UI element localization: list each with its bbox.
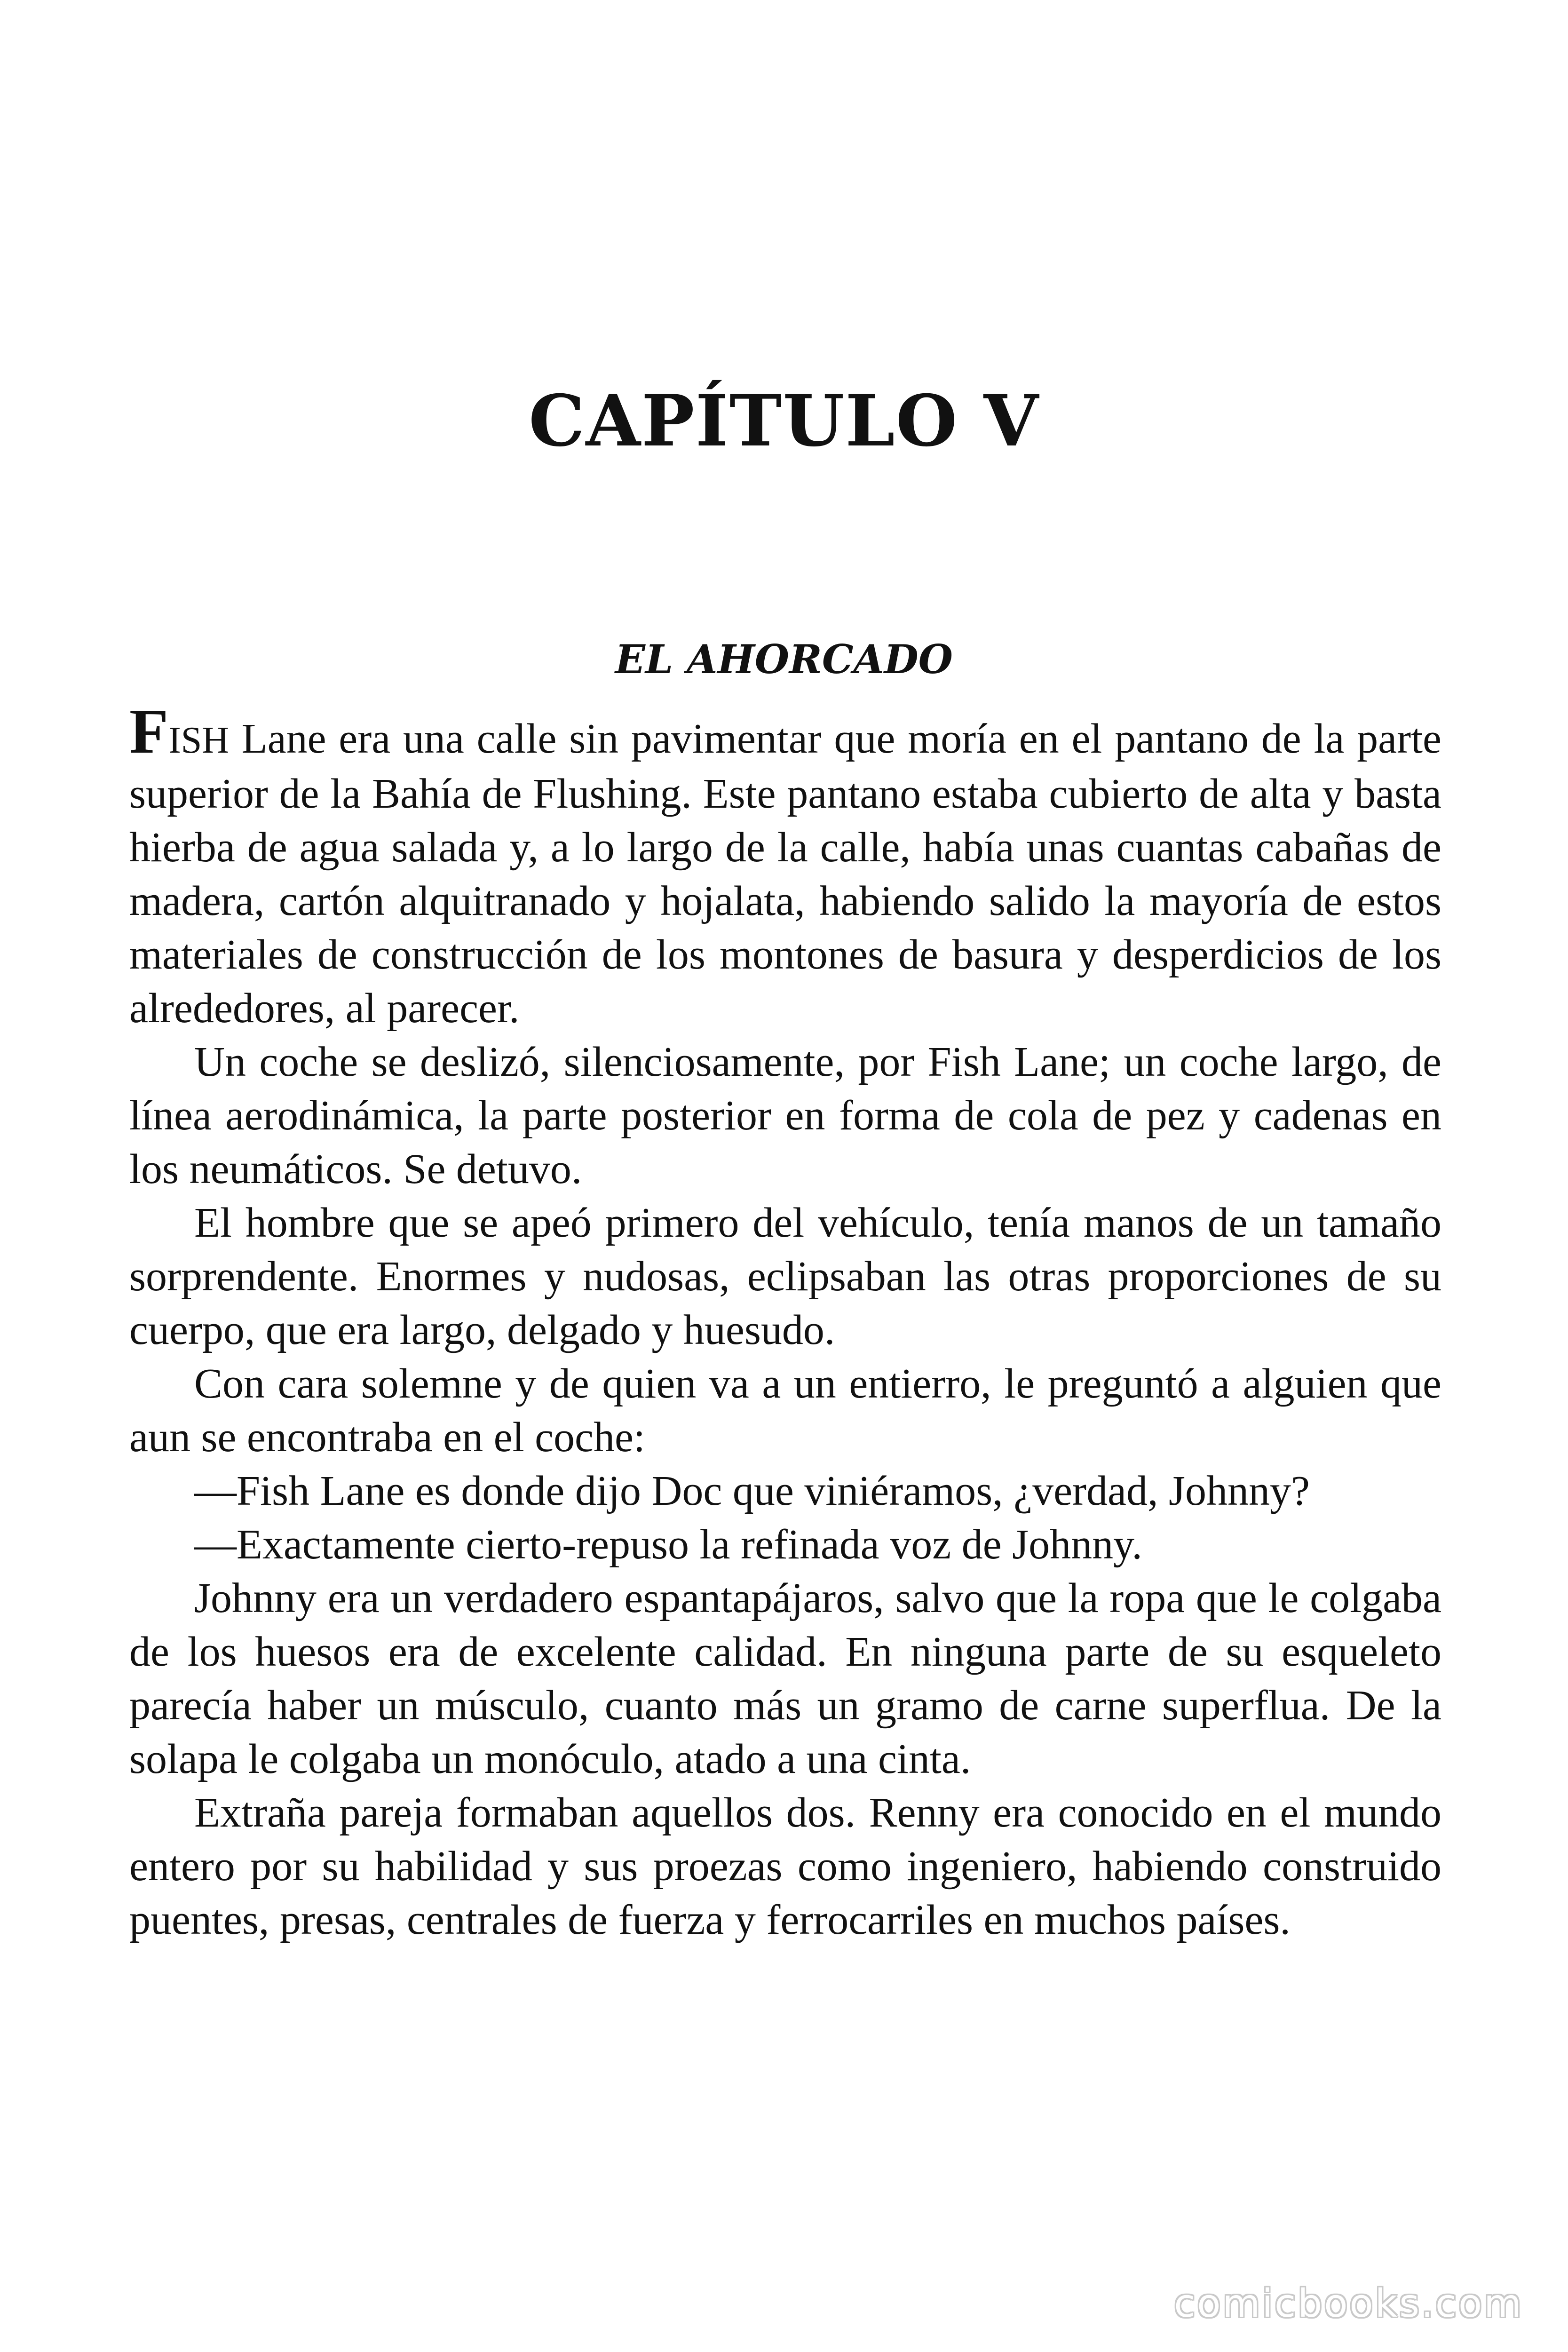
paragraph-1-text: Lane era una calle sin pavimentar que moría en el pantano de la parte superior de la Bahía de Flushing. Este pantano estaba cubierto de alta y basta hierba de agua salada y, a lo largo de la calle, había unas cuantas cabañas de madera, cartón alquitranado y hojalata, habiendo salido la mayoría de estos materiales de construcción de los montones de basura y desperdicios de los alrededores, al parecer. — [129, 715, 1441, 1032]
watermark: comicbooks.com — [1174, 2281, 1523, 2326]
chapter-body — [129, 696, 1441, 1947]
paragraph-7: Johnny era un verdadero espantapájaros, salvo que la ropa que le colgaba de los huesos era de excelente calidad. En ninguna parte de su esqueleto parecía haber un músculo, cuanto más un gramo de carne superflua. De la solapa le colgaba un monóculo, atado a una cinta. — [129, 1575, 1441, 1782]
drop-cap: F — [129, 696, 169, 767]
paragraph-3: El hombre que se apeó primero del vehículo, tenía manos de un tamaño sorprendente. Enormes y nudosas, eclipsaban las otras proporciones de su cuerpo, que era largo, delgado y huesudo. — [129, 1200, 1441, 1353]
chapter-title: CAPÍTULO V — [529, 380, 1039, 462]
paragraph-2: Un coche se deslizó, silenciosamente, por Fish Lane; un coche largo, de línea aerodinámica, la parte posterior en forma de cola de pez y cadenas en los neumáticos. Se detuvo. — [129, 1039, 1441, 1192]
paragraph-6-dialogue: —Exactamente cierto-repuso la refinada voz de Johnny. — [194, 1521, 1142, 1568]
paragraph-1 — [129, 696, 1441, 1035]
chapter-subtitle: EL AHORCADO — [615, 636, 953, 683]
paragraph-5-dialogue: —Fish Lane es donde dijo Doc que viniéramos, ¿verdad, Johnny? — [194, 1468, 1310, 1514]
opening-small-caps: ISH — [168, 720, 229, 761]
paragraph-8: Extraña pareja formaban aquellos dos. Renny era conocido en el mundo entero por su habilidad y sus proezas como ingeniero, habiendo construido puentes, presas, centrales de fuerza y ferrocarriles en muchos países. — [129, 1789, 1441, 1943]
paragraph-4: Con cara solemne y de quien va a un entierro, le preguntó a alguien que aun se encontraba en el coche: — [129, 1360, 1441, 1461]
